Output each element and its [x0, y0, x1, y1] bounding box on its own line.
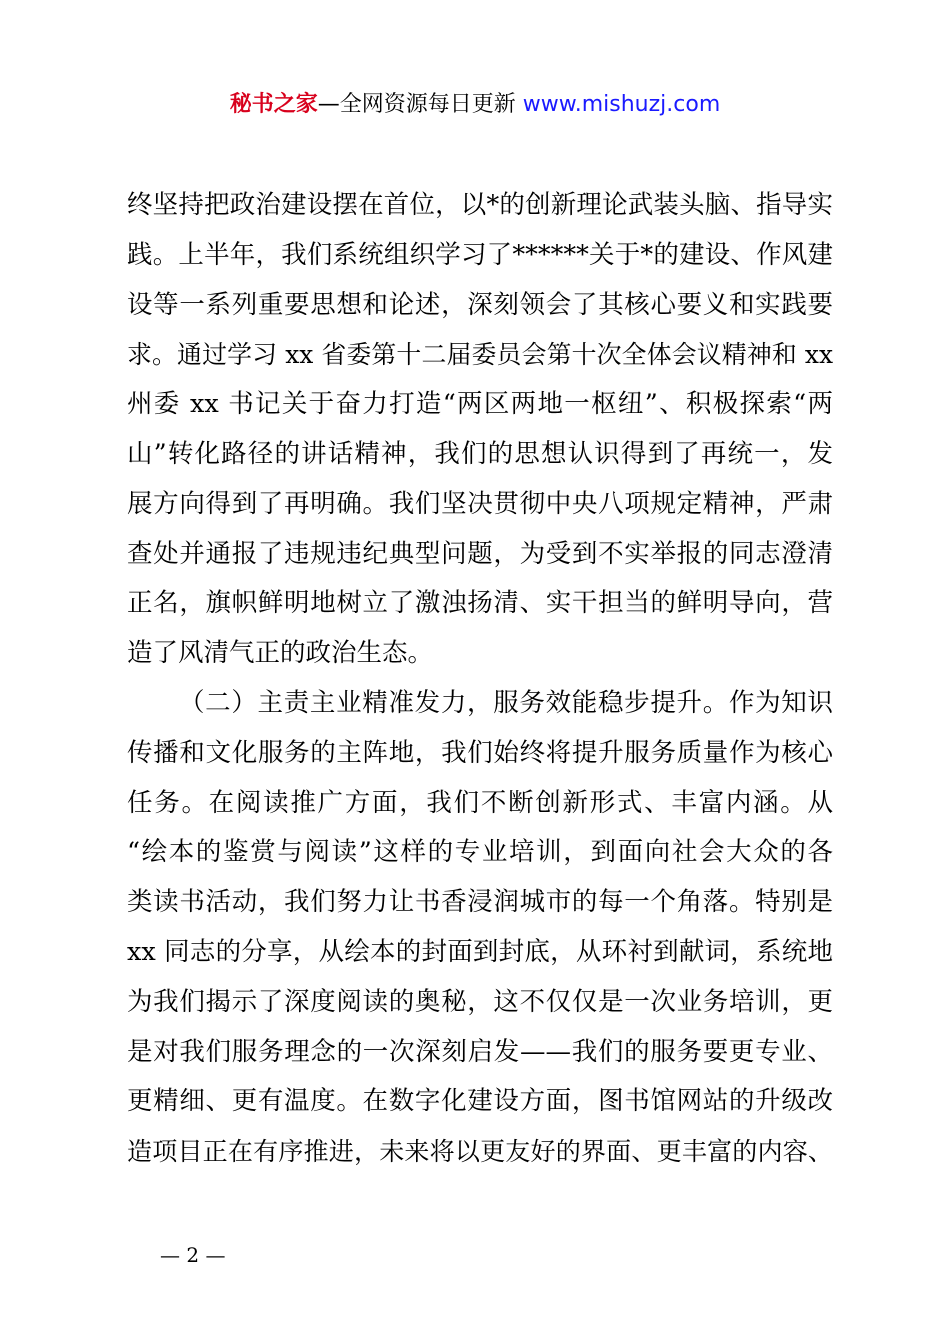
- text-line: xx 同志的分享，从绘本的封面到封底，从环衬到献词，系统地: [127, 936, 833, 967]
- text-line: 州委 xx 书记关于奋力打造“两区两地一枢纽”、积极探索“两: [127, 389, 833, 420]
- text-line: 终坚持把政治建设摆在首位，以*的创新理论武装头脑、指导实: [127, 190, 833, 220]
- text-line: 展方向得到了再明确。我们坚决贯彻中央八项规定精神，严肃: [127, 488, 833, 519]
- brand-name: 秘书之家: [229, 92, 318, 117]
- header-tagline: —全网资源每日更新: [317, 92, 523, 117]
- text-line: 任务。在阅读推广方面，我们不断创新形式、丰富内涵。从: [127, 787, 833, 818]
- text-line: 践。上半年，我们系统组织学习了******关于*的建设、作风建: [127, 239, 833, 270]
- text-line: 类读书活动，我们努力让书香浸润城市的每一个角落。特别是: [127, 887, 833, 918]
- text-line: “绘本的鉴赏与阅读”这样的专业培训，到面向社会大众的各: [127, 837, 833, 868]
- text-line: 为我们揭示了深度阅读的奥秘，这不仅仅是一次业务培训，更: [127, 986, 833, 1017]
- text-line: 正名，旗帜鲜明地树立了激浊扬清、实干担当的鲜明导向，营: [127, 588, 833, 619]
- section-heading-line: （二）主责主业精准发力，服务效能稳步提升。作为知识: [179, 687, 833, 718]
- text-line: 造项目正在有序推进，未来将以更友好的界面、更丰富的内容、: [127, 1137, 833, 1167]
- site-url[interactable]: www.mishuzj.com: [522, 92, 721, 117]
- text-line: 造了风清气正的政治生态。: [127, 638, 434, 669]
- text-line: 更精细、更有温度。在数字化建设方面，图书馆网站的升级改: [127, 1086, 833, 1117]
- text-line: 是对我们服务理念的一次深刻启发——我们的服务要更专业、: [127, 1036, 833, 1067]
- document-body: [127, 181, 833, 1177]
- text-line: 设等一系列重要思想和论述，深刻领会了其核心要义和实践要: [127, 289, 833, 320]
- page-number: — 2 —: [160, 1243, 226, 1267]
- text-line: 传播和文化服务的主阵地，我们始终将提升服务质量作为核心: [127, 737, 833, 768]
- text-line: 山”转化路径的讲话精神，我们的思想认识得到了再统一，发: [127, 438, 833, 469]
- text-line: 求。通过学习 xx 省委第十二届委员会第十次全体会议精神和 xx: [127, 340, 833, 370]
- text-line: 查处并通报了违规违纪典型问题，为受到不实举报的同志澄清: [127, 538, 833, 569]
- site-header: [0, 88, 950, 122]
